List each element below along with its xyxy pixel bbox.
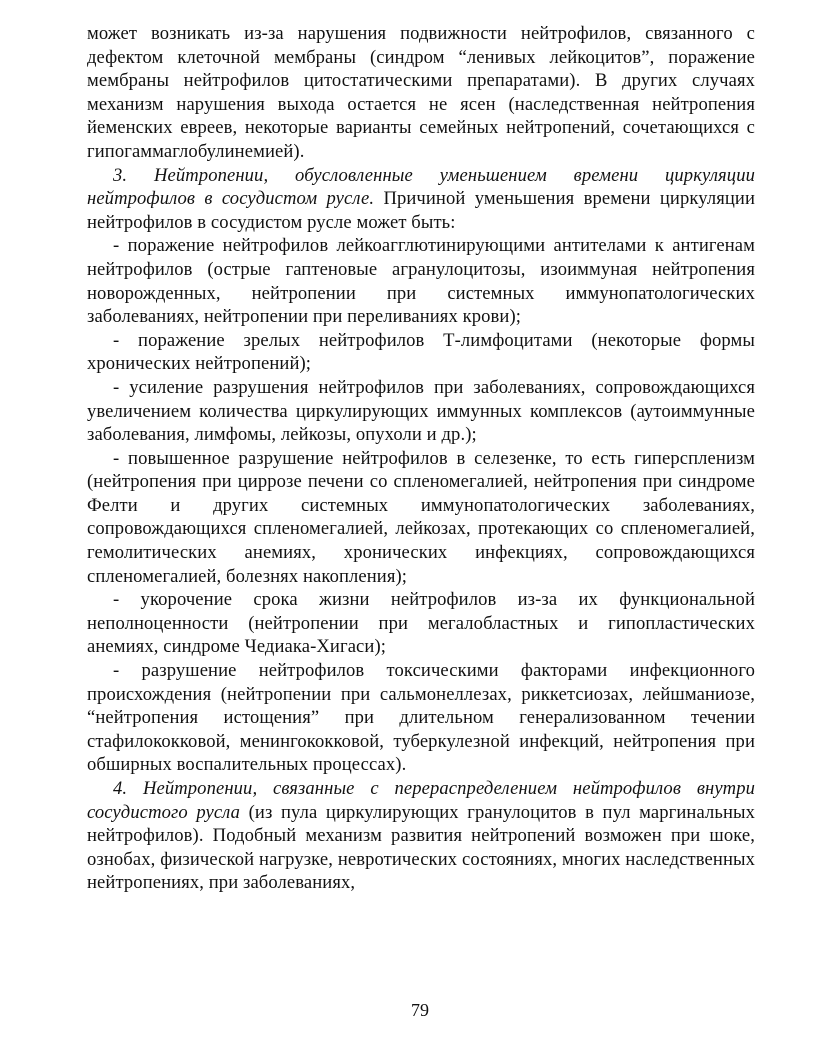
document-page <box>87 22 755 895</box>
section-3-heading: 3. Нейтропении, обусловленные уменьшением времени циркуляции нейтрофилов в сосудистом русле. <box>87 164 755 210</box>
list-item: - повышенное разрушение нейтрофилов в селезенке, то есть гиперспленизм (нейтропения при циррозе печени со спленомегалией, нейтропения при синдроме Фелти и других системных иммунопатологических заболеваниях, сопровождающихся спленомегалией, лейкозах, протекающих со спленомегалией, гемолитических анемиях, хронических инфекциях, сопровождающихся спленомегалией, болезнях накопления); <box>87 447 755 587</box>
section-3-paragraph <box>87 164 755 235</box>
section-4-text: (из пула циркулирующих гранулоцитов в пул маргинальных нейтрофилов). Подобный механизм развития нейтропений возможен при шоке, ознобах, физической нагрузке, невротических состояниях, многих наследственных нейтропениях, при заболеваниях, <box>87 801 755 894</box>
list-item: - разрушение нейтрофилов токсическими факторами инфекционного происхождения (нейтропении при сальмонеллезах, риккетсиозах, лейшманиозе, “нейтропения истощения” при длительном генерализованном течении стафилококковой, менингококковой, туберкулезной инфекций, нейтропения при обширных воспалительных процессах). <box>87 660 755 776</box>
section-4-heading: 4. Нейтропении, связанные с перераспределением нейтрофилов внутри сосудистого русла <box>87 778 755 823</box>
list-item: - поражение зрелых нейтрофилов Т-лимфоцитами (некоторые формы хронических нейтропений); <box>87 329 755 375</box>
page-number: 79 <box>411 1000 429 1020</box>
list-item: - поражение нейтрофилов лейкоагглютинирующими антителами к антигенам нейтрофилов (острые гаптеновые агранулоцитозы, изоиммуная нейтропения новорожденных, нейтропении при системных иммунопатологических заболеваниях, нейтропении при переливаниях крови); <box>87 235 755 328</box>
section-3-text: Причиной уменьшения времени циркуляции нейтрофилов в сосудистом русле может быть: <box>87 188 756 233</box>
list-item: - укорочение срока жизни нейтрофилов из-за их функциональной неполноценности (нейтропении при мегалобластных и гипопластических анемиях, синдроме Чедиака-Хигаси); <box>87 589 755 658</box>
list-item: - усиление разрушения нейтрофилов при заболеваниях, сопровождающихся увеличением количества циркулирующих иммунных комплексов (аутоиммунные заболевания, лимфомы, лейкозы, опухоли и др.); <box>87 376 755 446</box>
section-4-paragraph <box>87 777 755 895</box>
paragraph-continuation: может возникать из-за нарушения подвижности нейтрофилов, связанного с дефектом клеточной мембраны (синдром “ленивых лейкоцитов”, поражение мембраны нейтрофилов цитостатическими препаратами). В других случаях механизм нарушения выхода остается не ясен (наследственная нейтропения йеменских евреев, некоторые варианты семейных нейтропений, сочетающихся с гипогаммаглобулинемией). <box>87 23 755 162</box>
